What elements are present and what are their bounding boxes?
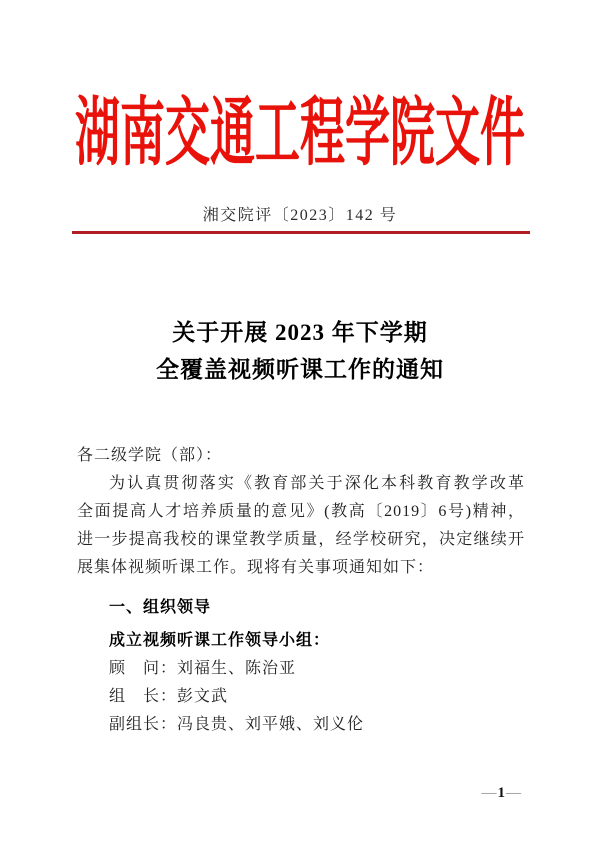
- page-number-dash-left: —: [481, 785, 497, 801]
- member-names: 彭文武: [177, 688, 229, 705]
- member-row-deputy-leaders: [77, 711, 525, 739]
- document-body: [77, 442, 543, 739]
- member-role: 副组长：: [109, 716, 178, 733]
- red-divider: [72, 231, 530, 234]
- doc-title-line1: 关于开展 2023 年下学期: [172, 320, 428, 345]
- member-role: 顾 问：: [109, 660, 178, 677]
- salutation: 各二级学院（部）：: [77, 447, 223, 464]
- page-footer: [482, 784, 522, 802]
- doc-number: 湘交院评〔2023〕142 号: [202, 207, 398, 224]
- member-role: 组 长：: [109, 688, 178, 705]
- member-row-advisor: [77, 655, 525, 683]
- section-subheading: 成立视频听课工作领导小组：: [109, 632, 331, 649]
- section-heading: 一、组织领导: [109, 599, 212, 616]
- member-row-leader: [77, 683, 525, 711]
- member-names: 刘福生、陈治亚: [177, 660, 297, 677]
- doc-title: [0, 314, 600, 388]
- org-title: 湖南交通工程学院文件: [74, 91, 525, 175]
- member-names: 冯良贵、刘平娥、刘义伦: [177, 716, 365, 733]
- body-paragraph: 为认真贯彻落实《教育部关于深化本科教育教学改革 全面提高人才培养质量的意见》(教高〔2019〕6号)精神，进一步提高我校的课堂教学质量，经学校研究，决定继续开展集体视频听课工作。现将有关事项通知如下：: [77, 475, 543, 576]
- doc-title-line2: 全覆盖视频听课工作的通知: [156, 357, 444, 382]
- page-number: 1: [497, 785, 505, 801]
- letterhead: [0, 91, 600, 188]
- page-number-dash-right: —: [506, 785, 521, 801]
